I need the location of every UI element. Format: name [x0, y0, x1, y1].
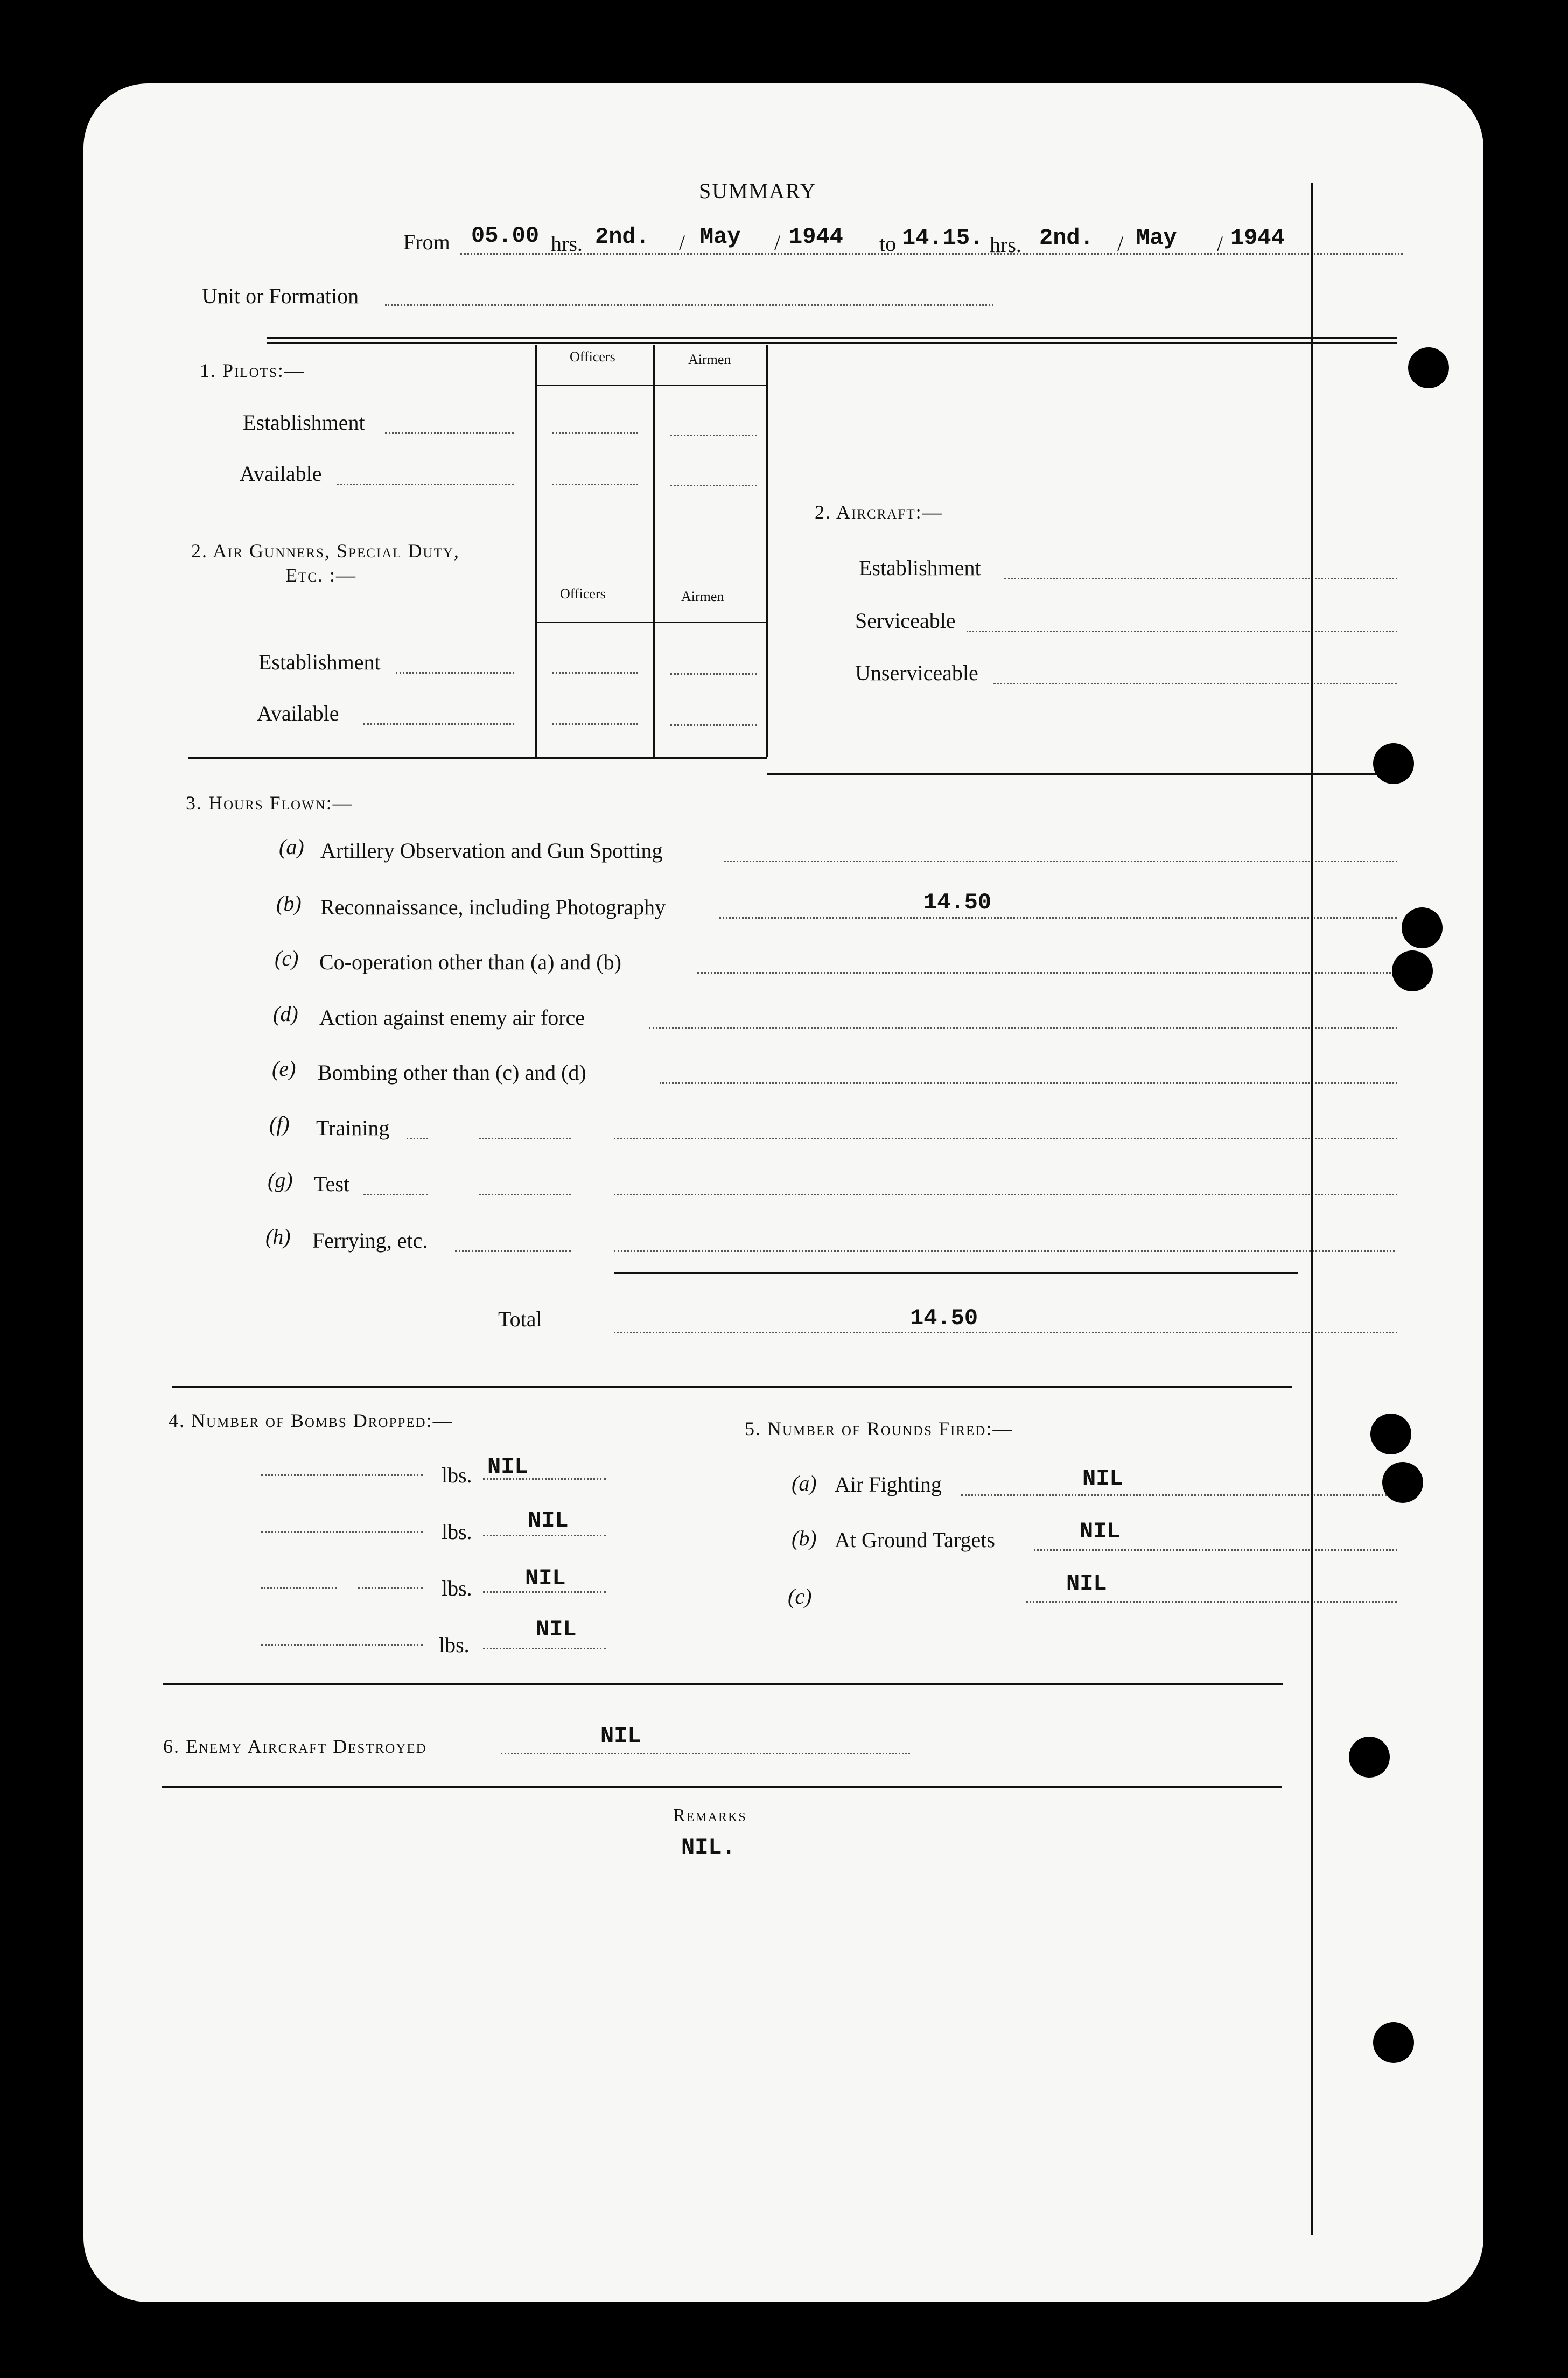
slash-1: / [679, 230, 685, 255]
pilots-col-airmen: Airmen [688, 352, 731, 367]
binder-hole [1373, 743, 1414, 784]
section-rule-2 [172, 1386, 1292, 1388]
gunners-establishment-label: Establishment [258, 650, 381, 674]
gunners-col-airmen: Airmen [681, 589, 724, 604]
hours-item-a-label: Artillery Observation and Gun Spotting [320, 838, 663, 863]
section-rule-4 [162, 1786, 1282, 1788]
section-rule-1a [188, 757, 767, 759]
remarks-value: NIL. [681, 1835, 736, 1861]
rounds-item-b-label: At Ground Targets [835, 1528, 995, 1552]
binder-hole [1392, 950, 1433, 991]
to-hrs-label: hrs. [990, 233, 1021, 257]
slash-2: / [774, 230, 781, 255]
from-month: May [700, 224, 741, 250]
hours-item-a-letter: (a) [279, 835, 304, 859]
gunners-header-rule [536, 622, 767, 623]
from-day: 2nd. [595, 224, 649, 250]
to-time: 14.15. [902, 225, 984, 251]
hours-flown-heading: 3. Hours Flown:— [186, 792, 353, 814]
binder-hole [1382, 1462, 1423, 1503]
from-hrs-label: hrs. [551, 232, 583, 256]
bombs-value-1: NIL [487, 1454, 528, 1480]
aircraft-serviceable-label: Serviceable [855, 609, 956, 633]
table-vline-2 [653, 345, 655, 757]
hours-item-c-label: Co-operation other than (a) and (b) [319, 950, 621, 974]
bombs-value-2: NIL [528, 1508, 569, 1534]
form-page [83, 83, 1483, 2302]
hours-item-b-letter: (b) [276, 891, 302, 915]
section-rule-3 [163, 1683, 1283, 1685]
aircraft-unserviceable-label: Unserviceable [855, 661, 978, 685]
gunners-col-officers: Officers [560, 586, 606, 602]
from-year: 1944 [789, 224, 843, 250]
from-label: From [403, 230, 450, 254]
total-rule [614, 1272, 1298, 1274]
rounds-item-a-letter: (a) [792, 1471, 817, 1495]
bombs-unit-2: lbs. [442, 1520, 472, 1544]
remarks-heading: Remarks [673, 1806, 747, 1826]
binder-hole [1349, 1737, 1390, 1778]
hours-item-h-letter: (h) [265, 1225, 291, 1249]
form-title: SUMMARY [699, 179, 817, 203]
rounds-heading: 5. Number of Rounds Fired:— [745, 1418, 1013, 1439]
to-day: 2nd. [1039, 225, 1094, 251]
hours-total-value: 14.50 [910, 1305, 978, 1331]
binder-hole [1408, 347, 1449, 388]
hours-item-g-letter: (g) [268, 1168, 293, 1192]
to-month: May [1136, 225, 1177, 251]
aircraft-establishment-label: Establishment [859, 556, 981, 580]
hours-item-d-label: Action against enemy air force [319, 1005, 585, 1030]
section-rule-1b [767, 773, 1397, 775]
air-gunners-heading-2: Etc. :— [285, 564, 356, 586]
pilots-heading: 1. Pilots:— [200, 360, 305, 381]
right-margin-line [1311, 183, 1313, 2235]
air-gunners-heading: 2. Air Gunners, Special Duty, [191, 540, 460, 562]
binder-hole [1370, 1414, 1411, 1454]
hours-item-b-value: 14.50 [923, 890, 992, 915]
bombs-unit-4: lbs. [439, 1633, 470, 1657]
top-rule-2 [267, 342, 1397, 344]
enemy-destroyed-value: NIL [600, 1723, 641, 1749]
from-time: 05.00 [471, 223, 540, 249]
table-vline-1 [535, 345, 537, 757]
hours-item-f-letter: (f) [269, 1112, 290, 1136]
binder-hole [1373, 2022, 1414, 2063]
slash-4: / [1217, 232, 1223, 256]
hours-total-label: Total [498, 1307, 542, 1331]
pilots-establishment-label: Establishment [243, 410, 365, 435]
bombs-heading: 4. Number of Bombs Dropped:— [169, 1410, 453, 1431]
gunners-available-label: Available [257, 701, 339, 725]
bombs-value-3: NIL [525, 1565, 566, 1591]
hours-item-h-label: Ferrying, etc. [312, 1228, 428, 1253]
to-year: 1944 [1230, 225, 1285, 251]
hours-item-f-label: Training [316, 1116, 390, 1140]
top-rule-1 [267, 337, 1397, 339]
bombs-value-4: NIL [536, 1617, 577, 1642]
rounds-item-a-value: NIL [1082, 1466, 1123, 1492]
rounds-item-c-letter: (c) [788, 1584, 812, 1608]
binder-hole [1402, 907, 1443, 948]
aircraft-heading: 2. Aircraft:— [815, 501, 943, 523]
rounds-item-b-letter: (b) [792, 1526, 817, 1550]
hours-item-e-label: Bombing other than (c) and (d) [318, 1060, 586, 1085]
hours-item-e-letter: (e) [272, 1057, 296, 1081]
hours-item-g-label: Test [314, 1172, 350, 1196]
period-dotted-line [460, 253, 1403, 255]
table-vline-3 [766, 345, 768, 757]
hours-item-d-letter: (d) [273, 1002, 298, 1026]
rounds-item-a-label: Air Fighting [835, 1472, 942, 1496]
rounds-item-b-value: NIL [1080, 1519, 1121, 1544]
pilots-available-label: Available [240, 461, 322, 486]
bombs-unit-3: lbs. [442, 1576, 472, 1600]
unit-label: Unit or Formation [202, 284, 359, 308]
hours-item-c-letter: (c) [275, 946, 299, 970]
pilots-col-officers: Officers [570, 349, 615, 365]
unit-dotted-line [385, 304, 993, 306]
pilots-header-rule [536, 385, 767, 386]
slash-3: / [1117, 232, 1124, 256]
rounds-item-c-value: NIL [1066, 1571, 1107, 1597]
enemy-destroyed-label: 6. Enemy Aircraft Destroyed [163, 1736, 427, 1757]
hours-item-b-label: Reconnaissance, including Photography [320, 895, 666, 919]
to-label: to [879, 232, 897, 256]
bombs-unit-1: lbs. [442, 1463, 472, 1487]
